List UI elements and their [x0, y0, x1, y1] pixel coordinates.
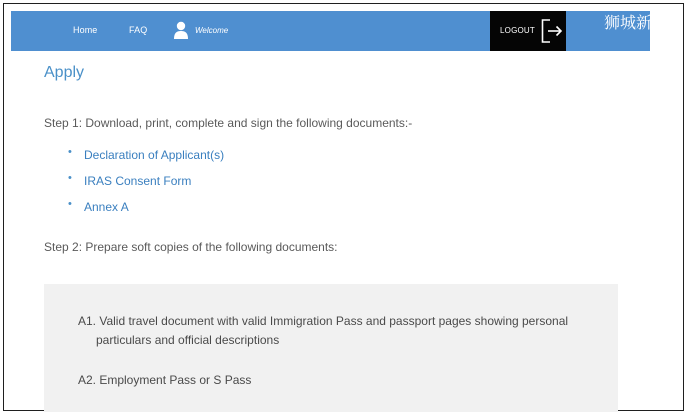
- logout-button[interactable]: [490, 11, 566, 51]
- step2-instruction: Step 2: Prepare soft copies of the following documents:: [44, 240, 338, 254]
- nav-faq-link[interactable]: FAQ: [129, 25, 148, 35]
- page-title: Apply: [44, 64, 85, 81]
- top-navbar: [11, 11, 650, 51]
- logout-label: LOGOUT: [500, 26, 535, 35]
- declaration-of-applicants-link[interactable]: Declaration of Applicant(s): [84, 148, 225, 162]
- nav-home-link[interactable]: Home: [73, 25, 98, 35]
- iras-consent-form-link[interactable]: IRAS Consent Form: [84, 174, 192, 188]
- bullet-icon: •: [68, 146, 72, 158]
- list-item: [66, 146, 224, 172]
- list-item: [66, 172, 224, 198]
- annex-a-link[interactable]: Annex A: [84, 200, 129, 214]
- requirement-a1: [78, 312, 588, 350]
- requirement-a1-line1: A1. Valid travel document with valid Immigration Pass and passport pages showing personal: [78, 314, 569, 328]
- logout-icon: [541, 19, 563, 43]
- step1-instruction: Step 1: Download, print, complete and sign the following documents:-: [44, 116, 413, 130]
- download-documents-list: [66, 146, 224, 224]
- required-documents-panel: [44, 284, 618, 412]
- user-icon: [174, 21, 188, 39]
- requirement-a1-line2: particulars and official descriptions: [96, 333, 280, 347]
- bullet-icon: •: [68, 198, 72, 210]
- list-item: [66, 198, 224, 224]
- watermark-text: 狮城新: [604, 13, 653, 32]
- welcome-label: Welcome: [195, 26, 229, 35]
- requirement-a2: A2. Employment Pass or S Pass: [78, 373, 252, 387]
- bullet-icon: •: [68, 172, 72, 184]
